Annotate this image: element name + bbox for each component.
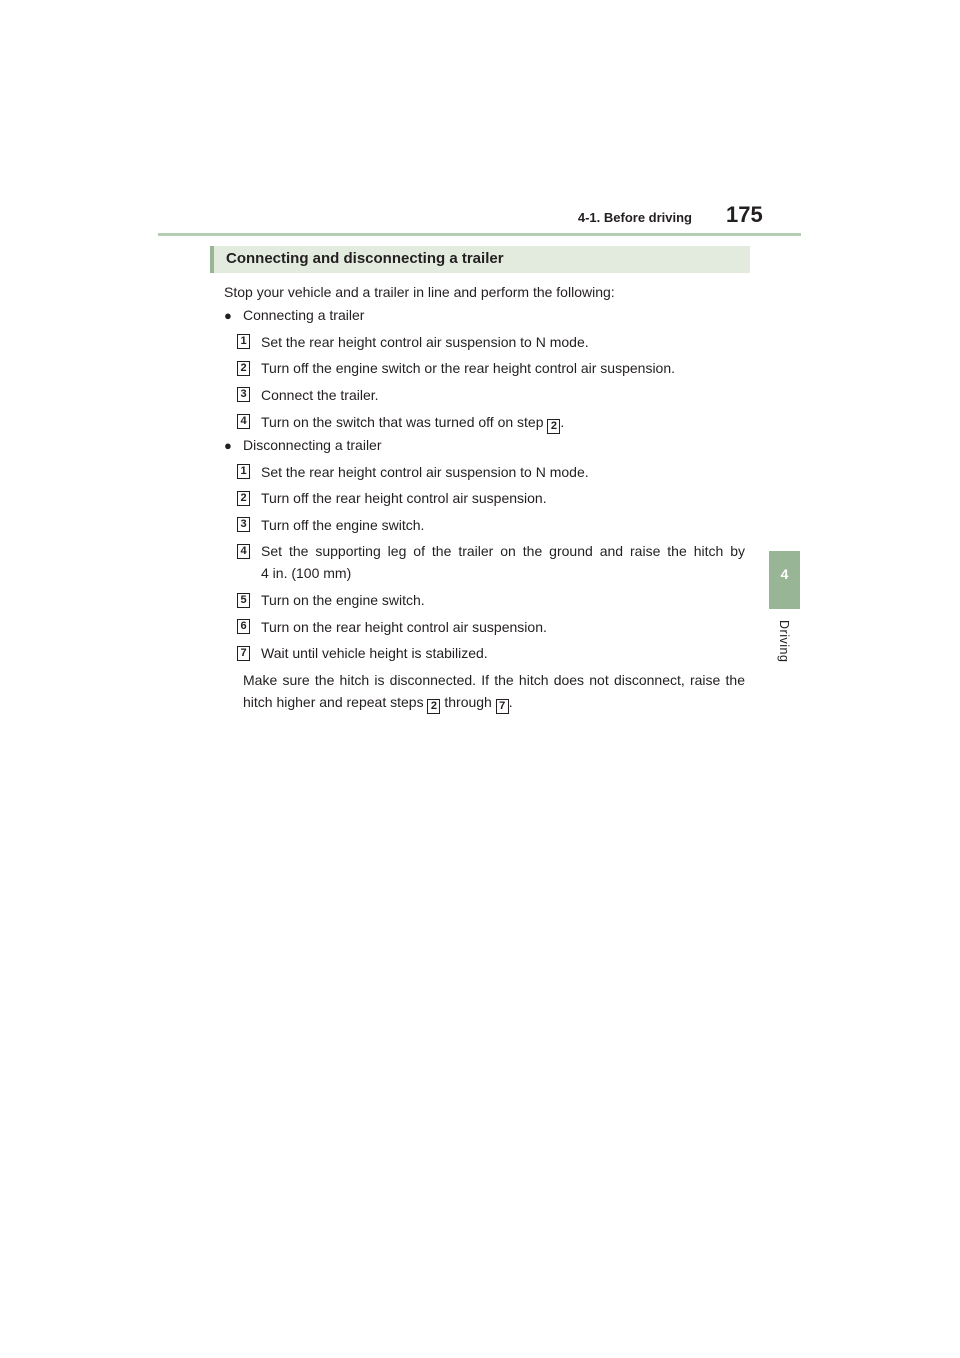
disconnect-step-7: Wait until vehicle height is stabilized.: [261, 645, 488, 661]
step-badge: 3: [237, 517, 250, 532]
step-badge: 3: [237, 387, 250, 402]
disconnect-step-4-line1: Set the supporting leg of the trailer on the ground and raise the hitch by: [261, 543, 745, 559]
step-badge: 1: [237, 334, 250, 349]
running-header-section: 4-1. Before driving: [577, 210, 692, 225]
chapter-label: Driving: [777, 620, 791, 663]
step-badge: 4: [237, 544, 250, 559]
note-line-2-text: hitch higher and repeat steps: [243, 694, 424, 710]
note-line-1: Make sure the hitch is disconnected. If the hitch does not disconnect, raise the: [243, 672, 745, 688]
header-divider: [158, 233, 801, 236]
disconnect-step-5: Turn on the engine switch.: [261, 592, 425, 608]
connect-step-2: Turn off the engine switch or the rear height control air suspension.: [261, 360, 676, 376]
connecting-heading: Connecting a trailer: [243, 307, 365, 323]
section-title-bar: [210, 246, 750, 273]
step-ref-badge: 2: [547, 419, 560, 434]
step-badge: 4: [237, 414, 250, 429]
disconnect-step-1: Set the rear height control air suspension to N mode.: [261, 464, 589, 480]
intro-text: Stop your vehicle and a trailer in line and perform the following:: [224, 284, 615, 300]
note-suffix: .: [508, 694, 513, 710]
bullet-icon: ●: [224, 438, 232, 453]
disconnect-step-4-line2: 4 in. (100 mm): [261, 565, 352, 581]
step-badge: 6: [237, 619, 250, 634]
disconnecting-heading: Disconnecting a trailer: [243, 437, 382, 453]
connect-step-4: [261, 414, 564, 432]
page-number: 175: [726, 202, 763, 227]
step-ref-badge: 7: [496, 699, 509, 714]
connect-step-1: Set the rear height control air suspension to N mode.: [261, 334, 589, 350]
connect-step-4-text: Turn on the switch that was turned off on step: [261, 414, 544, 430]
disconnect-step-3: Turn off the engine switch.: [261, 517, 425, 533]
disconnect-step-2: Turn off the rear height control air suspension.: [261, 490, 547, 506]
step-ref-badge: 2: [427, 699, 440, 714]
section-title: Connecting and disconnecting a trailer: [226, 250, 504, 267]
disconnect-step-6: Turn on the rear height control air suspension.: [261, 619, 547, 635]
step-badge: 1: [237, 464, 250, 479]
step-badge: 2: [237, 491, 250, 506]
step-badge: 2: [237, 361, 250, 376]
connect-step-3: Connect the trailer.: [261, 387, 379, 403]
step-badge: 7: [237, 646, 250, 661]
chapter-number: 4: [780, 566, 789, 582]
note-through-text: through: [444, 694, 492, 710]
note-line-2: [243, 694, 513, 712]
connect-step-4-suffix: .: [560, 414, 565, 430]
bullet-icon: ●: [224, 308, 232, 323]
step-badge: 5: [237, 593, 250, 608]
